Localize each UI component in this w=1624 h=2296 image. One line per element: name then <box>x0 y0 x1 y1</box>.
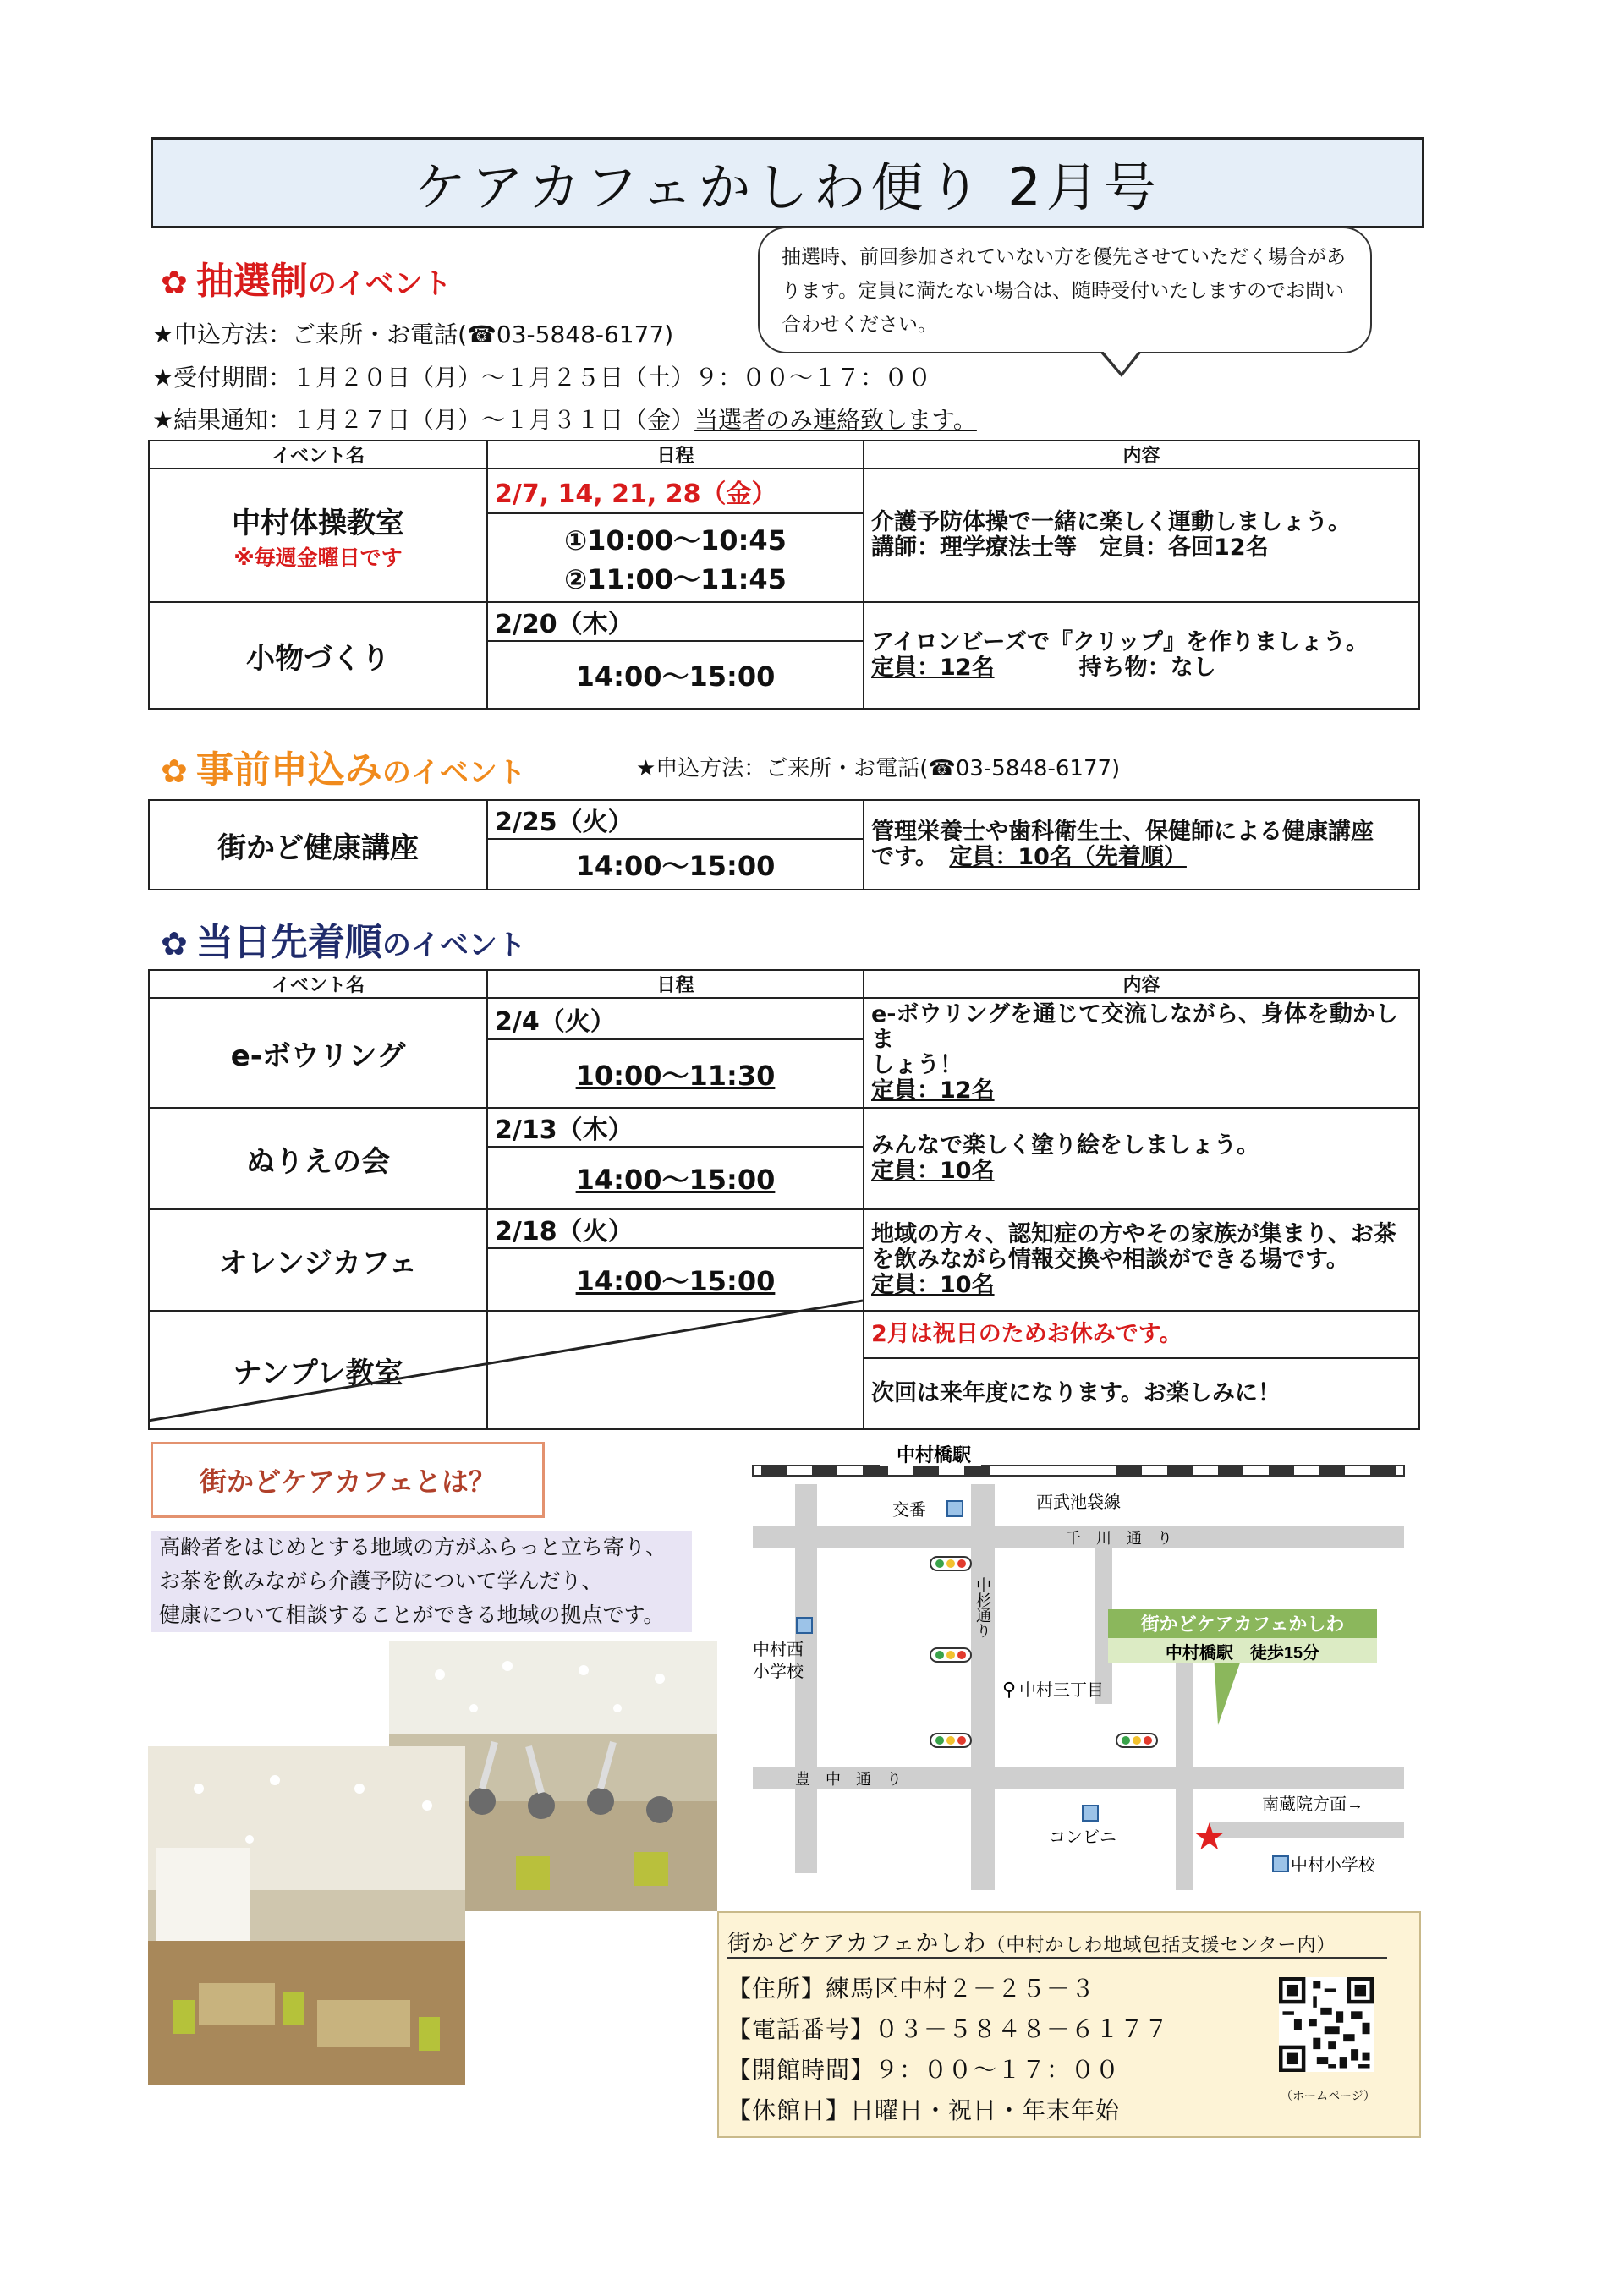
road-nakasugi: 中杉通り <box>974 1577 991 1638</box>
koban-label: 交番 <box>892 1501 926 1520</box>
pin-icon: ⚲ <box>1002 1679 1017 1700</box>
event-time: 14:00～15:00 <box>487 641 864 709</box>
flower-icon: ✿ <box>161 753 188 790</box>
advance-heading: ✿ 事前申込みのイベント <box>161 748 526 792</box>
lottery-apply: ★申込方法：ご来所・お電話(☎03-5848-6177) <box>152 321 674 348</box>
event-time: 14:00～15:00 <box>487 839 864 890</box>
school-icon <box>797 1618 812 1633</box>
event-content: 地域の方々、認知症の方やその家族が集まり、お茶 を飲みながら情報交換や相談ができる場です。 定員：10名 <box>864 1209 1419 1311</box>
event-name: ナンプレ教室 <box>149 1311 487 1429</box>
event-name: ぬりえの会 <box>149 1108 487 1209</box>
road-senkawa: 千 川 通 り <box>1066 1530 1172 1547</box>
flower-icon: ✿ <box>161 925 188 962</box>
konbini-icon <box>1083 1806 1098 1821</box>
contact-address: 【住所】練馬区中村２－２５－３ <box>727 1975 1096 2003</box>
event-name: e-ボウリング <box>149 998 487 1108</box>
school1-label: 中村西 <box>753 1641 804 1659</box>
col-header-name: イベント名 <box>149 970 487 998</box>
qr-code-icon[interactable] <box>1279 1977 1374 2072</box>
traffic-signal-icon <box>930 1557 971 1570</box>
qr-caption: （ホームページ） <box>1281 2090 1375 2103</box>
event-name: 街かど健康講座 <box>149 800 487 890</box>
callout-subtitle: 中村橋駅 徒歩15分 <box>1165 1644 1320 1663</box>
event-time: 14:00～15:00 <box>487 1147 864 1209</box>
nanzoin-label: 南蔵院方面→ <box>1262 1795 1363 1814</box>
col-header-date: 日程 <box>487 441 864 469</box>
event-date: 2/20（木） <box>487 602 864 641</box>
flower-icon: ✿ <box>161 264 188 301</box>
contact-name: 街かどケアカフェかしわ（中村かしわ地域包括支援センター内） <box>727 1931 1336 1957</box>
strike-line <box>148 1299 864 1422</box>
callout-title: 街かどケアカフェかしわ <box>1140 1614 1345 1635</box>
col-header-content: 内容 <box>864 970 1419 998</box>
page-title: ケアカフェかしわ便り 2月号 <box>151 137 1424 228</box>
event-date: 2/18（火） <box>487 1209 864 1248</box>
event-content: 次回は来年度になります。お楽しみに！ <box>864 1358 1419 1429</box>
koban-icon <box>947 1501 963 1516</box>
lottery-table <box>148 440 1420 710</box>
about-title: 街かどケアカフェとは？ <box>151 1442 545 1518</box>
event-name: オレンジカフェ <box>149 1209 487 1311</box>
star-icon: ★ <box>1193 1816 1226 1859</box>
stop-label: 中村三丁目 <box>1019 1681 1104 1700</box>
event-content: e-ボウリングを通じて交流しながら、身体を動かしま しょう！ 定員：12名 <box>864 998 1419 1108</box>
event-content: 管理栄養士や歯科衛生士、保健師による健康講座 です。 定員：10名（先着順） <box>864 800 1419 890</box>
road-toyotama: 豊 中 通 り <box>795 1771 902 1788</box>
lottery-result: ★結果通知：１月２７日（月）～１月３１日（金）当選者のみ連絡致します。 <box>152 406 977 434</box>
event-date: 2/7, 14, 21, 28（金） <box>487 469 864 513</box>
event-content: 介護予防体操で一緒に楽しく運動しましょう。 講師：理学療法士等 定員：各回12名 <box>864 469 1419 602</box>
access-map <box>744 1442 1413 1903</box>
event-content: 2月は祝日のためお休みです。 <box>864 1311 1419 1358</box>
event-content: みんなで楽しく塗り絵をしましょう。 定員：10名 <box>864 1108 1419 1209</box>
contact-closed: 【休館日】日曜日・祝日・年末年始 <box>727 2096 1121 2124</box>
railway-label: 西武池袋線 <box>1036 1493 1121 1512</box>
contact-phone: 【電話番号】０３－５８４８－６１７７ <box>727 2015 1170 2043</box>
svg-text:小学校: 小学校 <box>753 1663 804 1681</box>
station-label: 中村橋駅 <box>896 1444 972 1466</box>
lottery-period: ★受付期間：１月２０日（月）～１月２５日（土）９：００～１７：００ <box>152 364 932 392</box>
contact-box <box>717 1911 1421 2138</box>
konbini-label: コンビニ <box>1049 1828 1116 1847</box>
speech-bubble: 抽選時、前回参加されていない方を優先させていただく場合があ ります。定員に満たない場合は、随時受付いたしますのでお問い 合わせください。 <box>758 227 1372 353</box>
event-date: 2/4（火） <box>487 998 864 1039</box>
contact-hours: 【開館時間】９：００～１７：００ <box>727 2056 1121 2084</box>
school-icon <box>1273 1856 1288 1871</box>
event-time: 14:00～15:00 <box>487 1248 864 1311</box>
lottery-heading: ✿ 抽選制のイベント <box>161 260 452 303</box>
event-name: 中村体操教室 ※毎週金曜日です <box>149 469 487 602</box>
cafe-photo <box>148 1746 465 2085</box>
advance-apply: ★申込方法：ご来所・お電話(☎03-5848-6177) <box>636 756 1121 781</box>
col-header-content: 内容 <box>864 441 1419 469</box>
event-date: 2/13（木） <box>487 1108 864 1147</box>
about-description: 高齢者をはじめとする地域の方がふらっと立ち寄り、 お茶を飲みながら介護予防について学んだり、 健康について相談することができる地域の拠点です。 <box>151 1531 692 1632</box>
event-content: アイロンビーズで『クリップ』を作りましょう。 定員：12名 持ち物：なし <box>864 602 1419 709</box>
sameday-heading: ✿ 当日先着順のイベント <box>161 921 526 964</box>
event-time: ①10:00～10:45 ②11:00～11:45 <box>487 513 864 602</box>
advance-table <box>148 799 1420 890</box>
traffic-signal-icon <box>930 1648 971 1662</box>
col-header-name: イベント名 <box>149 441 487 469</box>
traffic-signal-icon <box>930 1734 971 1747</box>
traffic-signal-icon <box>1116 1734 1157 1747</box>
event-time: 10:00～11:30 <box>487 1039 864 1108</box>
event-date: 2/25（火） <box>487 800 864 839</box>
col-header-date: 日程 <box>487 970 864 998</box>
school2-label: 中村小学校 <box>1291 1856 1375 1875</box>
event-name: 小物づくり <box>149 602 487 709</box>
